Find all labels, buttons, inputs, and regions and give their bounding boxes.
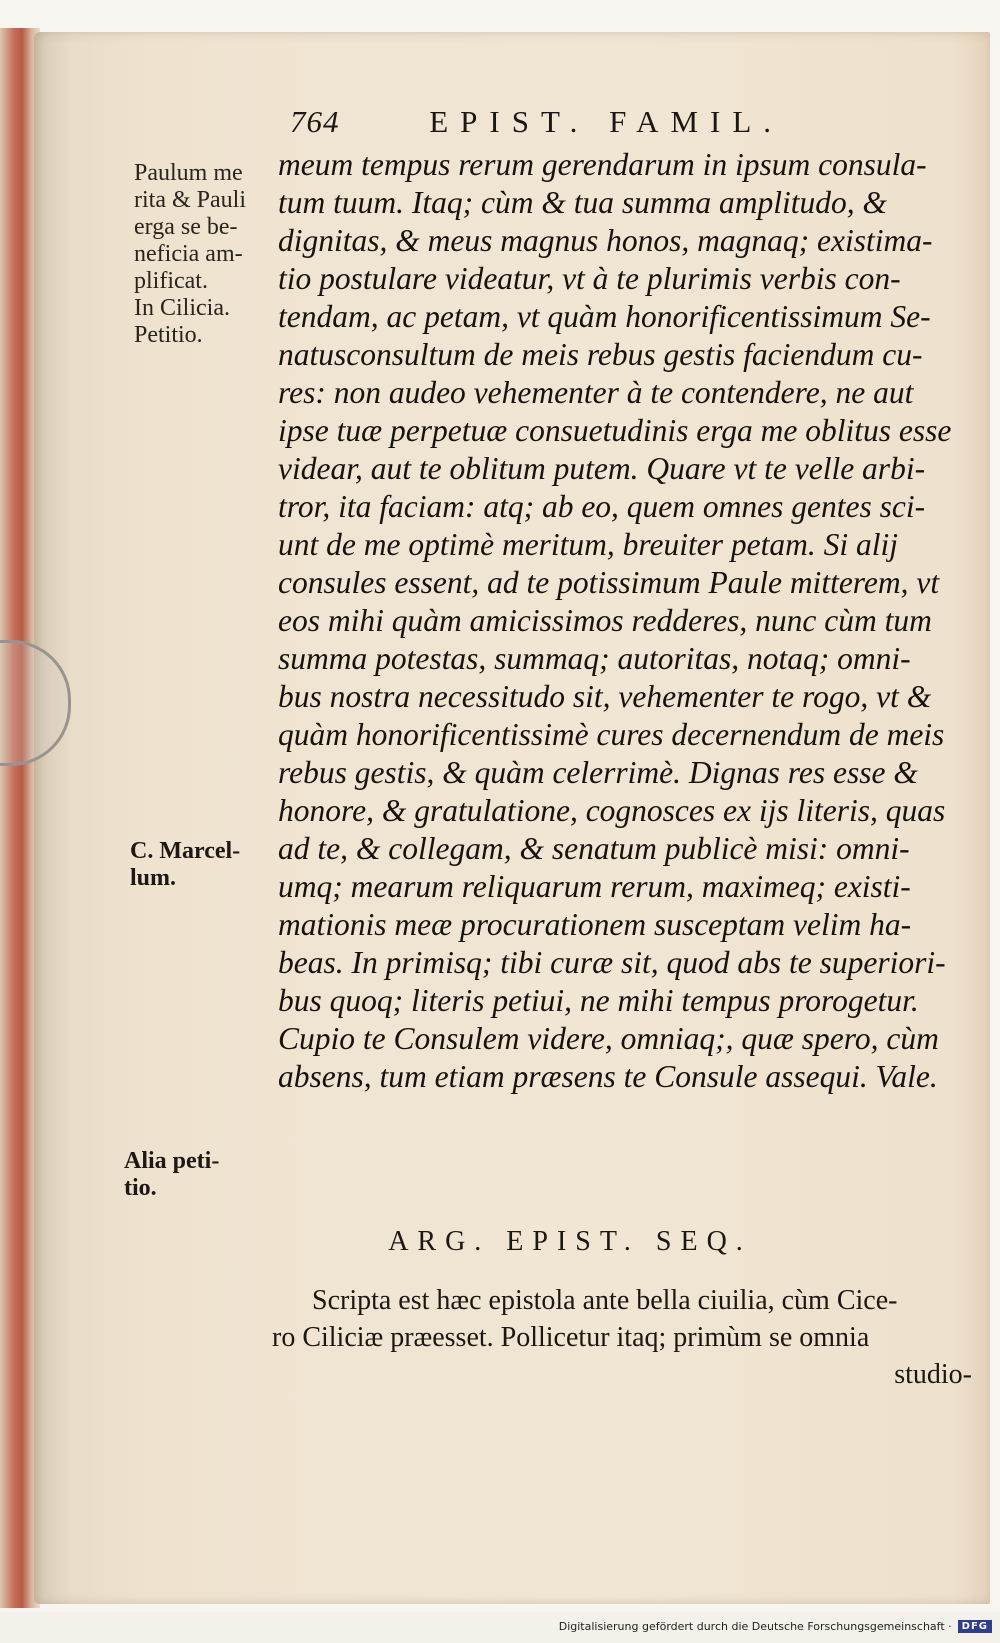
- text-line: umq; mearum reliquarum rerum, maximeq; existi-: [278, 869, 911, 904]
- text-line: bus nostra necessitudo sit, vehementer te rogo, vt &: [278, 679, 932, 714]
- marginal-note-marcellum: [130, 838, 240, 892]
- running-title: EPIST. FAMIL.: [429, 104, 784, 139]
- marginal-note-paulum: [134, 160, 246, 349]
- footer-credit: Digitalisierung gefördert durch die Deutsche Forschungsgemeinschaft ·: [558, 1619, 952, 1633]
- argument-line: ro Ciliciæ præesset. Pollicetur itaq; primùm se omnia: [272, 1322, 870, 1353]
- text-line: res: non audeo vehementer à te contendere, ne aut: [278, 375, 914, 410]
- margin-line: Paulum me: [134, 160, 243, 186]
- text-line: bus quoq; literis petiui, ne mihi tempus prorogetur.: [278, 983, 919, 1018]
- margin-line: rita & Pauli: [134, 187, 246, 213]
- text-line: eos mihi quàm amicissimos redderes, nunc cùm tum: [278, 603, 932, 638]
- page-number: 764: [290, 104, 340, 139]
- margin-line: Alia peti-: [124, 1148, 220, 1174]
- text-line: ad te, & collegam, & senatum publicè misi: omni-: [278, 831, 910, 866]
- text-line: honore, & gratulatione, cognosces ex ijs literis, quas: [278, 793, 946, 828]
- text-line: tio postulare videatur, vt à te plurimis verbis con-: [278, 261, 901, 296]
- digitization-footer: [559, 1617, 992, 1635]
- catchword: studio-: [894, 1359, 972, 1390]
- text-line: beas. In primisq; tibi curæ sit, quod abs te superiori-: [278, 945, 946, 980]
- margin-line: plificat.: [134, 268, 208, 294]
- text-line: summa potestas, summaq; autoritas, notaq; omni-: [278, 641, 911, 676]
- text-line: consules essent, ad te potissimum Paule mitterem, vt: [278, 565, 940, 600]
- text-line: Cupio te Consulem videre, omniaq;, quæ spero, cùm: [278, 1021, 939, 1056]
- text-line: tendam, ac petam, vt quàm honorificentissimum Se-: [278, 299, 931, 334]
- margin-line: In Cilicia.: [134, 295, 230, 321]
- text-line: ipse tuæ perpetuæ consuetudinis erga me oblitus esse: [278, 413, 952, 448]
- text-line: absens, tum etiam præsens te Consule assequi. Vale.: [278, 1059, 938, 1094]
- text-line: tum tuum. Itaq; cùm & tua summa amplitudo, &: [278, 185, 887, 220]
- marginal-note-alia-petitio: [124, 1148, 219, 1202]
- text-line: meum tempus rerum gerendarum in ipsum consula-: [278, 147, 927, 182]
- margin-line: lum.: [130, 865, 177, 891]
- argument-text: [272, 1282, 972, 1393]
- margin-line: tio.: [124, 1175, 157, 1201]
- text-line: natusconsultum de meis rebus gestis faciendum cu-: [278, 337, 923, 372]
- margin-line: neficia am-: [134, 241, 243, 267]
- text-line: rebus gestis, & quàm celerrimè. Dignas res esse &: [278, 755, 918, 790]
- argument-heading: ARG. EPIST. SEQ.: [388, 1226, 752, 1257]
- margin-line: erga se be-: [134, 214, 238, 240]
- text-line: videar, aut te oblitum putem. Quare vt te velle arbi-: [278, 451, 926, 486]
- margin-line: C. Marcel-: [130, 838, 241, 864]
- dfg-logo-icon: DFG: [958, 1620, 992, 1633]
- text-line: mationis meæ procurationem susceptam velim ha-: [278, 907, 912, 942]
- text-line: dignitas, & meus magnus honos, magnaq; existima-: [278, 223, 933, 258]
- text-line: unt de me optimè meritum, breuiter petam. Si alij: [278, 527, 898, 562]
- text-line: quàm honorificentissimè cures decernendum de meis: [278, 717, 945, 752]
- margin-line: Petitio.: [134, 322, 203, 348]
- running-header: [290, 104, 930, 144]
- argument-line: Scripta est hæc epistola ante bella ciuilia, cùm Cice-: [312, 1285, 898, 1316]
- main-text-block: [278, 146, 978, 1096]
- text-line: tror, ita faciam: atq; ab eo, quem omnes gentes sci-: [278, 489, 926, 524]
